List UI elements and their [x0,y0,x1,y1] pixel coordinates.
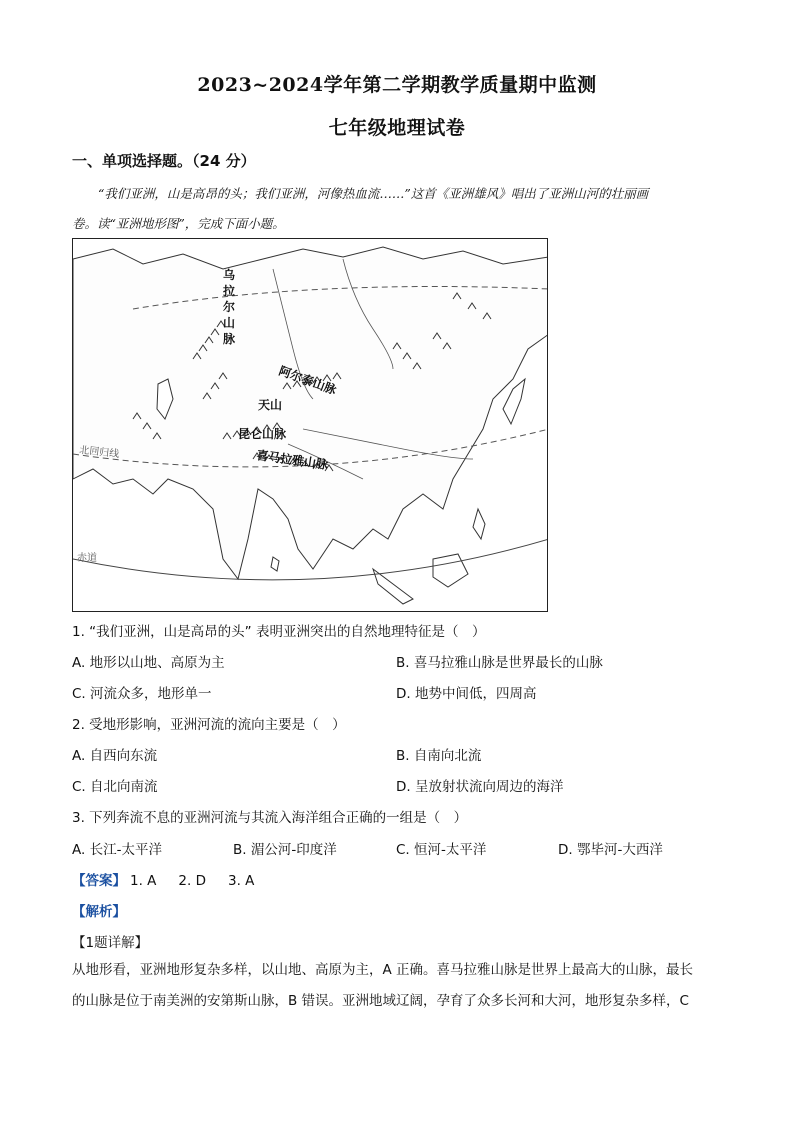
map-svg [73,239,548,612]
q3-option-b: B. 湄公河-印度洋 [233,842,337,858]
kunlun-label: 昆仑山脉 [238,427,287,441]
borneo-island [433,554,468,587]
q1-option-b: B. 喜马拉雅山脉是世界最长的山脉 [396,655,603,671]
intro-line-2: 卷。读“亚洲地形图”，完成下面小题。 [72,216,285,231]
answer-1: 1. A [130,873,157,889]
analysis-tag: 【解析】 [72,904,126,920]
equator-label: 赤道 [77,553,97,564]
ural-label-1: 乌 [223,268,236,282]
ural-label-3: 尔 [223,300,236,314]
analysis-line-1: 从地形看，亚洲地形复杂多样，以山地、高原为主，A 正确。喜马拉雅山脉是世界上最高大的山脉，最长 [72,962,694,978]
ural-label-2: 拉 [223,284,236,298]
ural-label-5: 脉 [223,332,236,346]
tianshan-label: 天山 [258,398,283,412]
analysis-line-2: 的山脉是位于南美洲的安第斯山脉，B 错误。亚洲地域辽阔，孕育了众多长河和大河，地形复杂多样，C [72,993,689,1009]
q3-option-c: C. 恒河-太平洋 [396,842,487,858]
q1-option-d: D. 地势中间低，四周高 [396,686,537,702]
himalaya-label: 喜马拉雅山脉 [255,448,329,472]
tropic-label: 北回归线 [78,445,120,461]
answer-line [72,869,254,889]
section-heading: 一、单项选择题。（24 分） [72,152,256,170]
exam-subtitle: 七年级地理试卷 [328,117,466,139]
answer-2: 2. D [178,873,206,889]
answer-tag: 【答案】 [72,873,126,889]
altai-label: 阿尔泰山脉 [276,363,339,398]
ural-label-4: 山 [223,316,236,330]
sri-lanka-island [271,557,279,571]
q1-option-c: C. 河流众多，地形单一 [72,686,212,702]
intro-line-1: “我们亚洲，山是高昂的头；我们亚洲，河像热血流……”这首《亚洲雄风》唱出了亚洲山河的壮丽画 [98,186,649,201]
question-3-stem: 3. 下列奔流不息的亚洲河流与其流入海洋组合正确的一组是（ ） [72,810,468,826]
q1-option-a: A. 地形以山地、高原为主 [72,655,225,671]
q2-option-d: D. 呈放射状流向周边的海洋 [396,779,564,795]
q3-option-d: D. 鄂毕河-大西洋 [558,842,663,858]
question-1-stem: 1. “我们亚洲，山是高昂的头” 表明亚洲突出的自然地理特征是（ ） [72,624,486,640]
answer-3: 3. A [228,873,255,889]
exam-title: 2023~2024学年第二学期教学质量期中监测 [197,74,597,96]
analysis-subheading: 【1题详解】 [72,935,149,951]
asia-terrain-map [72,238,548,612]
q2-option-b: B. 自南向北流 [396,748,482,764]
q3-option-a: A. 长江-太平洋 [72,842,162,858]
q2-option-c: C. 自北向南流 [72,779,158,795]
philippine-islands [473,509,485,539]
question-2-stem: 2. 受地形影响，亚洲河流的流向主要是（ ） [72,717,346,733]
q2-option-a: A. 自西向东流 [72,748,158,764]
